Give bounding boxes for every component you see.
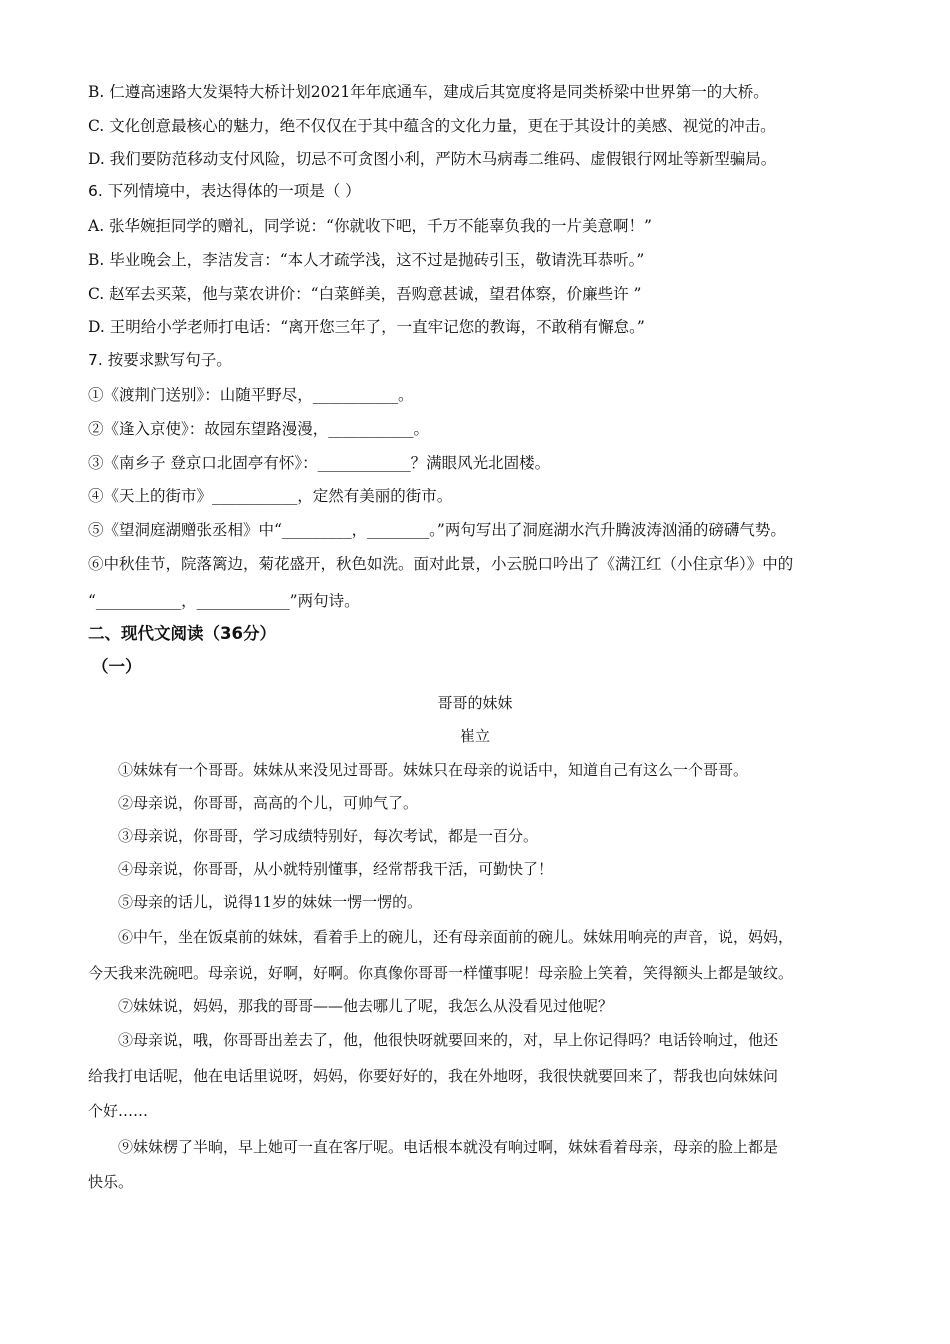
paragraph-9: ⑨妹妹楞了半晌，早上她可一直在客厅呢。电话根本就没有响过啊，妹妹看着母亲，母亲的脸上都是 bbox=[118, 1138, 779, 1156]
paragraph-6-cont: 今天我来洗碗吧。母亲说，好啊，好啊。你真像你哥哥一样懂事呢！母亲脸上笑着，笑得额头上都是皱纹。 bbox=[88, 964, 794, 982]
paragraph-4: ④母亲说，你哥哥，从小就特别懂事，经常帮我干活，可勤快了！ bbox=[118, 860, 554, 878]
fill-item-1: ①《渡荆门送别》：山随平野尽，___________。 bbox=[88, 386, 414, 404]
story-title: 哥哥的妹妹 bbox=[437, 694, 513, 712]
paragraph-7: ⑦妹妹说，妈妈，那我的哥哥——他去哪儿了呢，我怎么从没看见过他呢？ bbox=[118, 997, 614, 1015]
fill-item-6: ⑥中秋佳节，院落篱边，菊花盛开，秋色如洗。面对此景，小云脱口吟出了《满江红（小住京华）》中的 bbox=[88, 555, 794, 573]
option-6a: A. 张华婉拒同学的赠礼，同学说：“你就收下吧，千万不能辜负我的一片美意啊！” bbox=[88, 217, 652, 235]
section-heading: 二、现代文阅读（36分） bbox=[88, 624, 276, 643]
paragraph-8-cont: 给我打电话呢，他在电话里说呀，妈妈，你要好好的，我在外地呀，我很快就要回来了，帮我也向妹妹问 bbox=[88, 1067, 779, 1085]
option-5d: D. 我们要防范移动支付风险，切忌不可贪图小利，严防木马病毒二维码、虚假银行网址等新型骗局。 bbox=[88, 150, 777, 168]
option-6d: D. 王明给小学老师打电话：“离开您三年了，一直牢记您的教诲，不敢稍有懈怠。” bbox=[88, 318, 645, 336]
paragraph-9-cont: 快乐。 bbox=[88, 1173, 134, 1191]
question-7: 7. 按要求默写句子。 bbox=[88, 351, 232, 369]
question-6: 6. 下列情境中，表达得体的一项是（ ） bbox=[88, 182, 361, 200]
fill-item-4: ④《天上的街市》___________，定然有美丽的街市。 bbox=[88, 487, 453, 505]
paragraph-2: ②母亲说，你哥哥，高高的个儿，可帅气了。 bbox=[118, 794, 419, 812]
paragraph-6: ⑥中午，坐在饭桌前的妹妹，看着手上的碗儿，还有母亲面前的碗儿。妹妹用响亮的声音，说，妈妈， bbox=[118, 928, 794, 946]
paragraph-8: ③母亲说，哦，你哥哥出差去了，他，他很快呀就要回来的，对，早上你记得吗？电话铃响过，他还 bbox=[118, 1031, 779, 1049]
option-5b: B. 仁遵高速路大发渠特大桥计划2021年年底通车，建成后其宽度将是同类桥梁中世界第一的大桥。 bbox=[88, 83, 769, 101]
option-5c: C. 文化创意最核心的魅力，绝不仅仅在于其中蕴含的文化力量，更在于其设计的美感、视觉的冲击。 bbox=[88, 117, 776, 135]
subsection-heading: （一） bbox=[92, 657, 142, 676]
fill-item-5: ⑤《望洞庭湖赠张丞相》中“_________，________。”两句写出了洞庭湖水汽升腾波涛汹涌的磅礴气势。 bbox=[88, 521, 786, 539]
fill-item-2: ②《逢入京使》：故园东望路漫漫，___________。 bbox=[88, 420, 430, 438]
paragraph-8-end: 个好…… bbox=[88, 1102, 149, 1120]
story-author: 崔立 bbox=[459, 727, 490, 745]
paragraph-5: ⑤母亲的话儿，说得11岁的妹妹一愣一愣的。 bbox=[118, 893, 423, 911]
option-6b: B. 毕业晚会上，李洁发言：“本人才疏学浅，这不过是抛砖引玉，敬请洗耳恭听。” bbox=[88, 251, 645, 269]
option-6c: C. 赵军去买菜，他与菜农讲价：“白菜鲜美，吾购意甚诚，望君体察，价廉些许 ” bbox=[88, 285, 642, 303]
fill-item-3: ③《南乡子 登京口北固亭有怀》：____________？满眼风光北固楼。 bbox=[88, 454, 551, 472]
paragraph-3: ③母亲说，你哥哥，学习成绩特别好，每次考试，都是一百分。 bbox=[118, 827, 539, 845]
paragraph-1: ①妹妹有一个哥哥。妹妹从来没见过哥哥。妹妹只在母亲的说话中，知道自己有这么一个哥哥。 bbox=[118, 761, 749, 779]
fill-item-6-cont: “___________，____________”两句诗。 bbox=[88, 592, 360, 610]
